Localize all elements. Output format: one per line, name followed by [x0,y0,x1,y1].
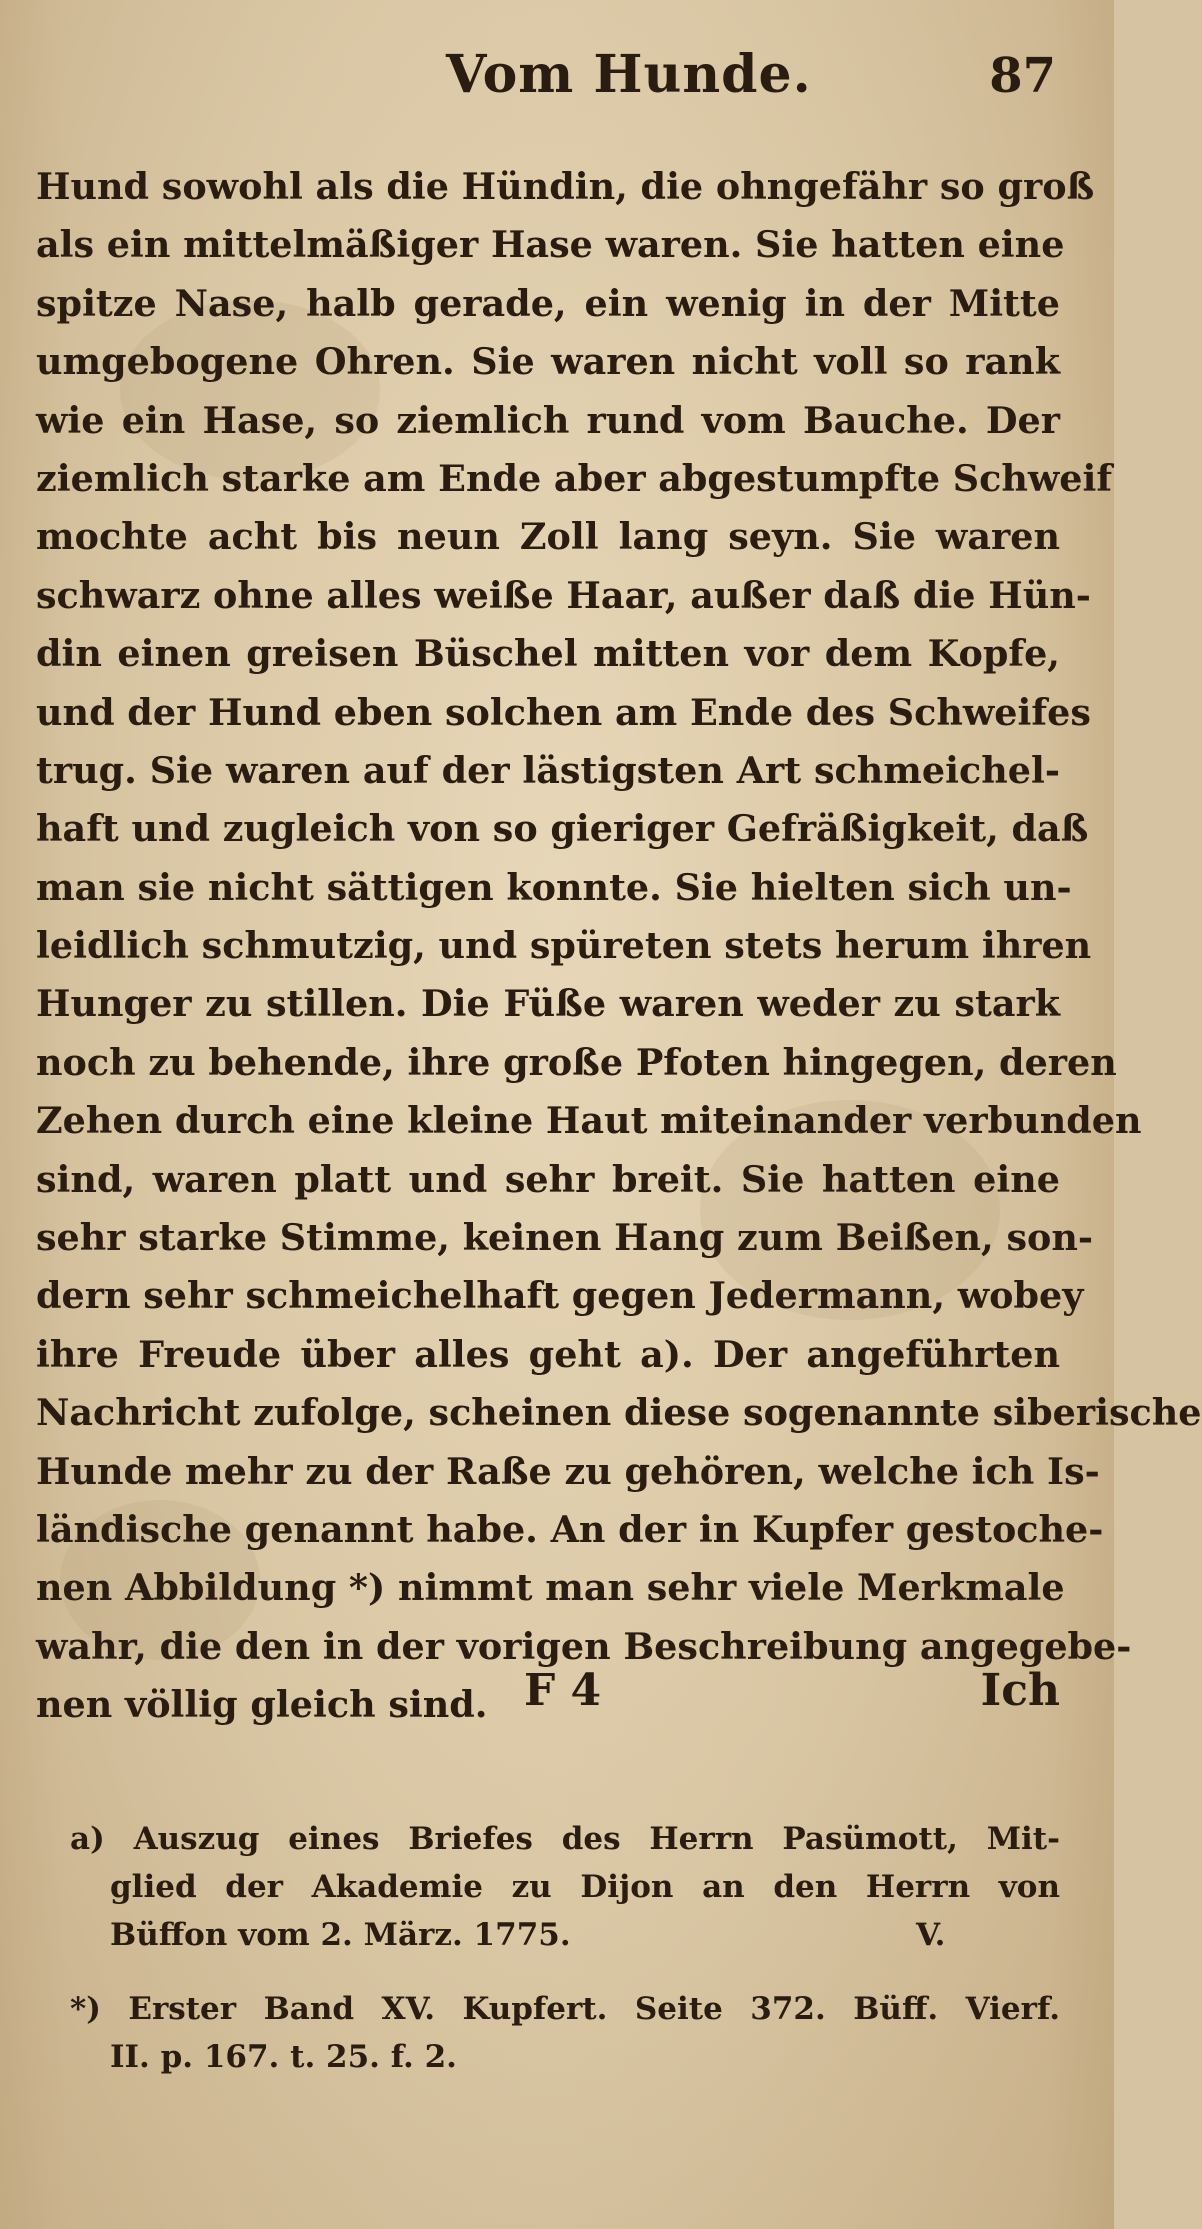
catchword: Ich [980,1665,1060,1716]
text-line: Hunde mehr zu der Raße zu gehören, welche ich Is- [36,1449,1100,1493]
text-line: noch zu behende, ihre große Pfoten hingegen, deren [36,1040,1117,1084]
text-line: als ein mittelmäßiger Hase waren. Sie hatten eine [36,223,1065,267]
text-line: wahr, die den in der vorigen Beschreibung angegebe- [36,1624,1132,1668]
signature-mark: F 4 [524,1665,602,1716]
text-line: sind, waren platt und sehr breit. Sie hatten eine [36,1157,1060,1201]
text-line: ihre Freude über alles geht a). Der angeführten [36,1332,1060,1376]
text-line: trug. Sie waren auf der lästigsten Art schmeichel- [36,748,1060,792]
footnote-a-line: a) Auszug eines Briefes des Herrn Pasümott, Mit- [70,1821,1060,1857]
text-line: Zehen durch eine kleine Haut miteinander verbunden [36,1099,1142,1143]
text-line: Nachricht zufolge, scheinen diese sogenannte siberische [36,1391,1202,1435]
text-line: haft und zugleich von so gieriger Gefräßigkeit, daß [36,807,1089,851]
footnote-a-line: glied der Akademie zu Dijon an den Herrn von [110,1869,1060,1905]
text-line: wie ein Hase, so ziemlich rund vom Bauche. Der [36,398,1060,442]
text-line: ziemlich starke am Ende aber abgestumpfte Schweif [36,456,1113,500]
body-text [36,158,1202,1735]
text-line: sehr starke Stimme, keinen Hang zum Beißen, son- [36,1216,1094,1260]
text-line: dern sehr schmeichelhaft gegen Jedermann, wobey [36,1274,1084,1318]
footnote-star-line: II. p. 167. t. 25. f. 2. [110,2039,457,2075]
text-line-last: nen völlig gleich sind. [36,1683,488,1727]
text-line: ländische genannt habe. An der in Kupfer gestoche- [36,1507,1104,1551]
footnotes [70,1815,1060,2081]
text-line: und der Hund eben solchen am Ende des Schweifes [36,690,1091,734]
text-line: mochte acht bis neun Zoll lang seyn. Sie waren [36,515,1060,559]
footnote-gap [70,1959,1060,1985]
page-number: 87 [989,48,1056,104]
running-title: Vom Hunde. [446,44,812,105]
text-line: schwarz ohne alles weiße Haar, außer daß die Hün- [36,573,1091,617]
text-line: Hund sowohl als die Hündin, die ohngefähr so groß [36,165,1095,208]
text-line: din einen greisen Büschel mitten vor dem Kopfe, [36,632,1060,676]
footnote-star-line: *) Erster Band XV. Kupfert. Seite 372. Büff. Vierf. [70,1991,1060,2027]
text-line: spitze Nase, halb gerade, ein wenig in der Mitte [36,281,1060,325]
page-header [36,44,1056,114]
text-line: nen Abbildung *) nimmt man sehr viele Merkmale [36,1566,1065,1610]
text-line: Hunger zu stillen. Die Füße waren weder zu stark [36,982,1060,1026]
signature-row [36,1665,1060,1729]
text-line: umgebogene Ohren. Sie waren nicht voll so rank [36,340,1060,384]
text-line: leidlich schmutzig, und spüreten stets herum ihren [36,924,1092,968]
footnote-a-line: Büffon vom 2. März. 1775. V. [110,1917,946,1953]
text-line: man sie nicht sättigen konnte. Sie hielten sich un- [36,865,1072,909]
